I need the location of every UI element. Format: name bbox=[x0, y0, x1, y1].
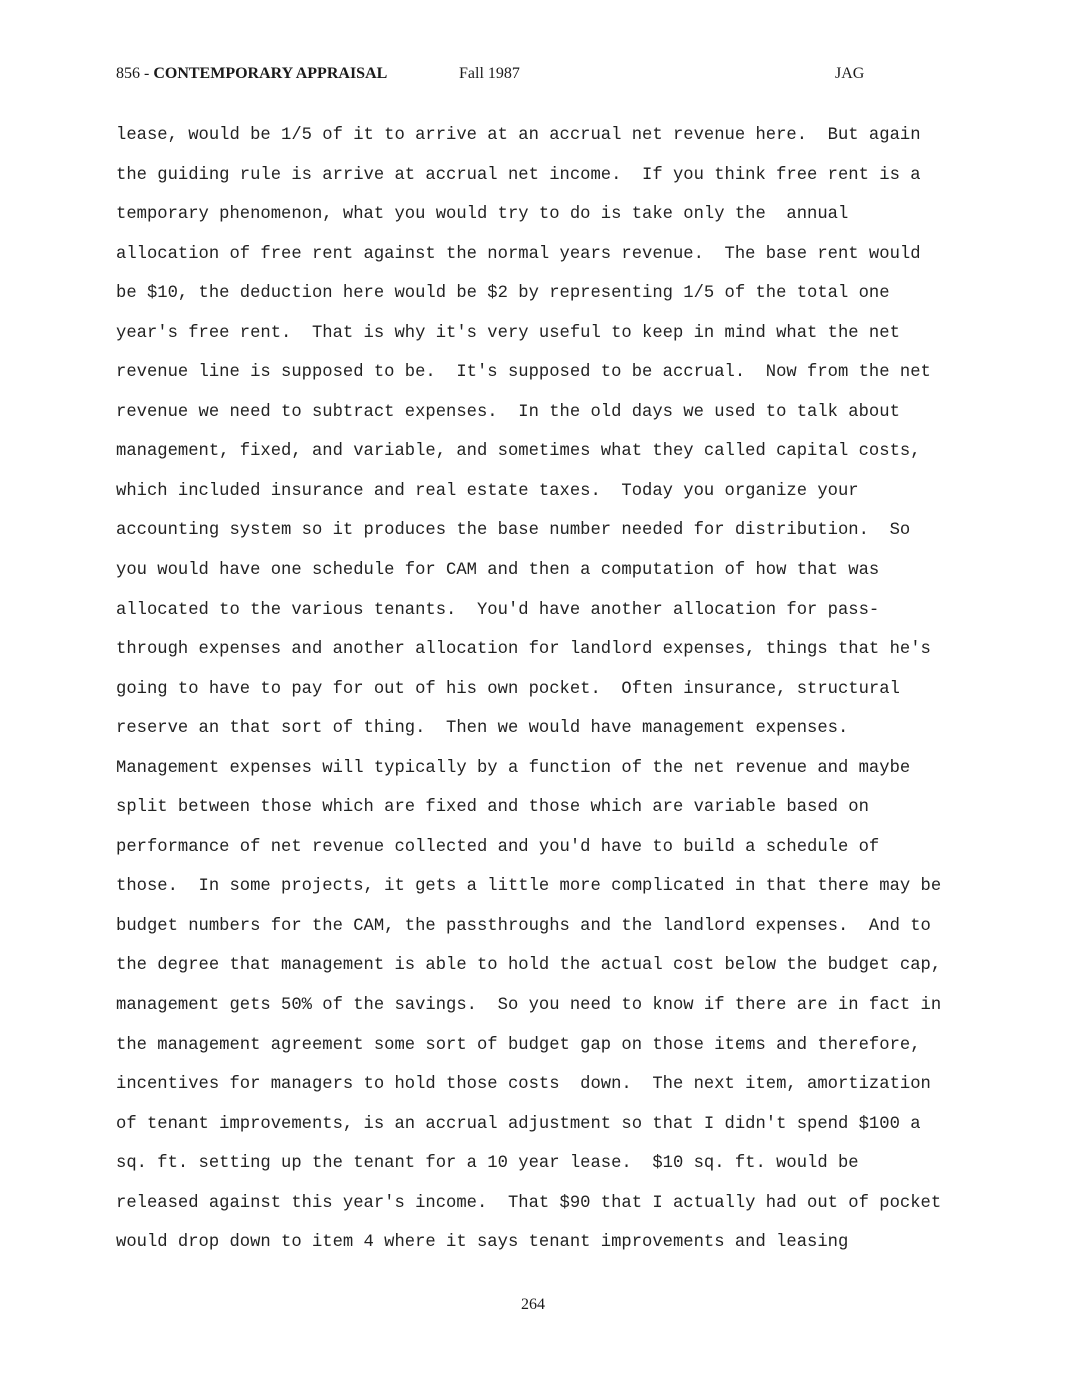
text-line: the management agreement some sort of budget gap on those items and therefore, bbox=[116, 1035, 921, 1055]
term-label: Fall 1987 bbox=[459, 65, 520, 82]
text-line: incentives for managers to hold those costs down. The next item, amortization bbox=[116, 1075, 931, 1095]
author-initials: JAG bbox=[835, 65, 865, 82]
text-line: performance of net revenue collected and you'd have to build a schedule of bbox=[116, 837, 880, 857]
text-line: budget numbers for the CAM, the passthroughs and the landlord expenses. And to bbox=[116, 916, 931, 936]
page-number: 264 bbox=[521, 1296, 545, 1313]
text-line: released against this year's income. That $90 that I actually had out of pocket bbox=[116, 1193, 942, 1213]
text-line: management gets 50% of the savings. So you need to know if there are in fact in bbox=[116, 996, 942, 1016]
course-number: 856 - bbox=[116, 65, 154, 82]
text-line: going to have to pay for out of his own pocket. Often insurance, structural bbox=[116, 679, 900, 699]
text-line: revenue line is supposed to be. It's supposed to be accrual. Now from the net bbox=[116, 363, 931, 383]
text-line: be $10, the deduction here would be $2 by representing 1/5 of the total one bbox=[116, 284, 890, 304]
text-line: which included insurance and real estate taxes. Today you organize your bbox=[116, 481, 859, 501]
text-line: allocation of free rent against the normal years revenue. The base rent would bbox=[116, 244, 921, 264]
page-header bbox=[116, 63, 876, 85]
text-line: management, fixed, and variable, and sometimes what they called capital costs, bbox=[116, 442, 921, 462]
course-title: CONTEMPORARY APPRAISAL bbox=[153, 65, 388, 82]
text-line: the degree that management is able to hold the actual cost below the budget cap, bbox=[116, 956, 942, 976]
text-line: reserve an that sort of thing. Then we would have management expenses. bbox=[116, 719, 849, 739]
text-line: would drop down to item 4 where it says tenant improvements and leasing bbox=[116, 1233, 849, 1253]
text-line: split between those which are fixed and those which are variable based on bbox=[116, 798, 869, 818]
text-line: temporary phenomenon, what you would try to do is take only the annual bbox=[116, 205, 849, 225]
text-line: of tenant improvements, is an accrual adjustment so that I didn't spend $100 a bbox=[116, 1114, 921, 1134]
text-line: the guiding rule is arrive at accrual net income. If you think free rent is a bbox=[116, 165, 921, 185]
text-line: Management expenses will typically by a function of the net revenue and maybe bbox=[116, 758, 911, 778]
text-line: through expenses and another allocation for landlord expenses, things that he's bbox=[116, 640, 931, 660]
text-line: you would have one schedule for CAM and then a computation of how that was bbox=[116, 561, 880, 581]
transcript-body bbox=[116, 124, 956, 1271]
text-line: those. In some projects, it gets a little more complicated in that there may be bbox=[116, 877, 942, 897]
text-line: revenue we need to subtract expenses. In the old days we used to talk about bbox=[116, 402, 900, 422]
course-heading bbox=[116, 63, 387, 85]
text-line: sq. ft. setting up the tenant for a 10 year lease. $10 sq. ft. would be bbox=[116, 1154, 859, 1174]
text-line: lease, would be 1/5 of it to arrive at an accrual net revenue here. But again bbox=[116, 126, 921, 145]
text-line: year's free rent. That is why it's very useful to keep in mind what the net bbox=[116, 323, 900, 343]
text-line: allocated to the various tenants. You'd have another allocation for pass- bbox=[116, 600, 880, 620]
text-line: accounting system so it produces the base number needed for distribution. So bbox=[116, 521, 911, 541]
